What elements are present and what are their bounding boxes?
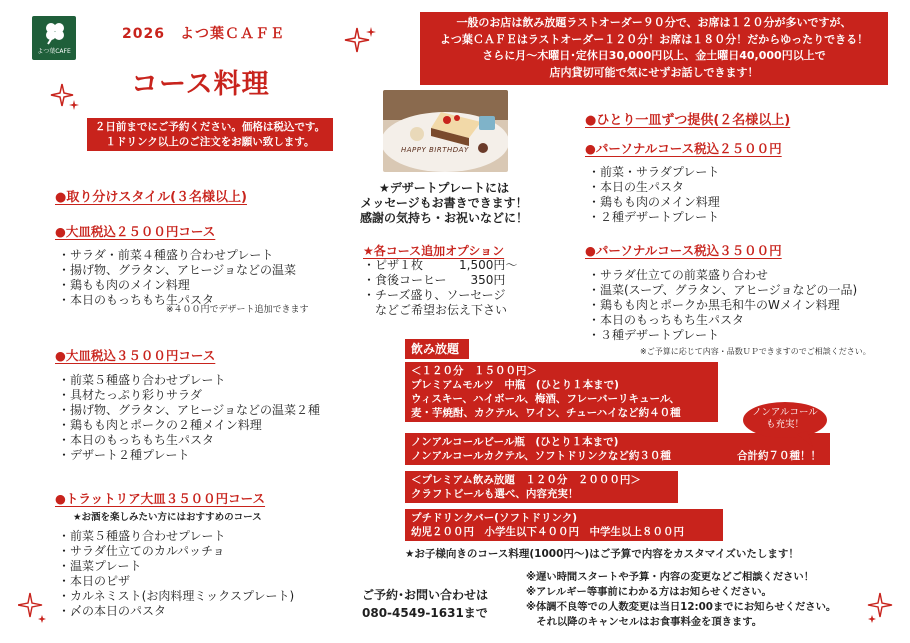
drinks-line: ノンアルコールカクテル、ソフトドリンクなど約３０種	[411, 450, 671, 462]
cake-plate-text: HAPPY BIRTHDAY	[401, 146, 469, 154]
clover-logo-icon	[32, 16, 76, 48]
drinks-line: ウィスキー、ハイボール、梅酒、フレーバーリキュール、	[411, 393, 680, 405]
list-item: ・鶏もも肉のメイン料理	[58, 278, 190, 292]
drinks-block-120min	[405, 362, 718, 422]
course-heading: ●大皿税込２５００円コース	[55, 224, 216, 239]
sparkle-icon	[866, 585, 896, 625]
drinks-line: ＜１２０分 １５００円＞	[411, 365, 537, 377]
list-item: ・本日のもっちもち生パスタ	[58, 433, 215, 447]
banner-line: さらに月〜木曜日･定休日30,000円以上、金土曜日40,000円以上で	[482, 49, 826, 62]
list-item: ・前菜５種盛り合わせプレート	[58, 529, 226, 543]
list-item: ・２種デザートプレート	[588, 210, 720, 224]
drinks-line: 麦・芋焼酎、カクテル、ワイン、チューハイなど約４０種	[411, 407, 681, 419]
list-item: ・カルネミスト(お肉料理ミックスプレート)	[58, 589, 295, 603]
list-item: ・サラダ仕立てのカルパッチョ	[58, 544, 225, 558]
drinks-block-premium	[405, 471, 678, 503]
list-item: ・前菜５種盛り合わせプレート	[58, 373, 226, 387]
bottom-notes	[526, 570, 836, 630]
drinks-line: ノンアルコールビール瓶 (ひとり１本まで)	[411, 436, 619, 448]
course-heading: ●パーソナルコース税込３５００円	[585, 243, 782, 258]
list-item: ・温菜(スープ、グラタン、アヒージョなどの一品)	[588, 283, 858, 297]
list-item: ・本日のピザ	[58, 574, 131, 588]
options-items	[363, 258, 517, 318]
list-item: ・鶏もも肉とポークの２種メイン料理	[58, 418, 262, 432]
drinks-line: プチドリンクバー(ソフトドリンク)	[411, 512, 578, 524]
banner-line: 一般のお店は飲み放題ラストオーダー９０分で、お席は１２０分が多いですが、	[456, 16, 852, 29]
list-item: ・デザート２種プレート	[58, 448, 190, 462]
drinks-title: 飲み放題	[405, 339, 469, 359]
options-title: ★各コース追加オプション	[363, 244, 505, 258]
list-item: ・〆の本日のパスタ	[58, 604, 167, 618]
course-subtitle: ★お酒を楽しみたい方にはおすすめのコース	[73, 512, 262, 523]
dessert-line: ★デザートプレートには	[379, 181, 509, 195]
budget-note: ※ご予算に応じて内容・品数ＵＰできますのでご相談ください。	[640, 347, 871, 356]
sparkle-icon	[343, 24, 377, 58]
reservation-line: ２日前までにご予約ください。価格は税込です。	[94, 121, 326, 133]
list-item: ・鶏もも肉とポークか黒毛和牛のWメイン料理	[588, 298, 840, 312]
dessert-plate-photo	[383, 90, 508, 172]
course-items	[58, 529, 294, 619]
list-item: ・鶏もも肉のメイン料理	[588, 195, 720, 209]
course-items	[588, 268, 857, 343]
list-item: ・本日の生パスタ	[588, 180, 685, 194]
list-item: ・食後コーヒー 350円	[363, 273, 506, 287]
list-item: ・本日のもっちもち生パスタ	[58, 293, 215, 307]
page-title: コース料理	[131, 69, 270, 100]
drinks-total: 合計約７０種！！	[737, 450, 821, 462]
contact-label: ご予約･お問い合わせは	[362, 588, 489, 602]
sparkle-icon	[48, 78, 82, 112]
sharing-style-title: ●取り分けスタイル(３名様以上)	[55, 190, 247, 205]
list-item: ・チーズ盛り、ソーセージ	[363, 288, 506, 302]
kids-course-note: ★お子様向きのコース料理(1000円〜)はご予算で内容をカスタマイズいたします！	[405, 548, 799, 560]
drinks-line: 幼児２００円 小学生以下４００円 中学生以上８００円	[411, 526, 684, 538]
dessert-line: 感謝の気持ち・お祝いなどに！	[359, 211, 528, 225]
list-item: ・揚げ物、グラタン、アヒージョなどの温菜	[58, 263, 296, 277]
list-item: ・本日のもっちもち生パスタ	[588, 313, 745, 327]
banner-line: よつ葉ＣＡＦＥはラストオーダー１２０分！お席は１８０分！だからゆったりできる！	[439, 32, 869, 46]
top-banner	[420, 12, 888, 85]
course-heading: ●トラットリア大皿３５００円コース	[55, 491, 266, 506]
dessert-note	[338, 181, 550, 226]
logo-text: よつ葉CAFE	[37, 48, 71, 55]
bottom-note: ※遅い時間スタートや予算・内容の変更などご相談ください！	[526, 571, 815, 583]
list-item: ・ピザ１枚 1,500円〜	[363, 258, 518, 272]
reservation-line: １ドリンク以上のご注文をお願い致します。	[105, 135, 315, 148]
course-items	[588, 165, 720, 225]
bubble-line: も充実！	[765, 419, 804, 430]
course-heading: ●大皿税込３５００円コース	[55, 348, 216, 363]
contact-phone: 080-4549-1631まで	[362, 606, 488, 620]
drinks-line: プレミアムモルツ 中瓶 (ひとり１本まで)	[411, 379, 619, 391]
list-item: ・サラダ仕立ての前菜盛り合わせ	[588, 268, 768, 282]
list-item: ・揚げ物、グラタン、アヒージョなどの温菜２種	[58, 403, 320, 417]
list-item: などご希望お伝え下さい	[363, 303, 508, 317]
list-item: ・サラダ・前菜４種盛り合わせプレート	[58, 248, 274, 262]
drinks-block-kids	[405, 509, 723, 541]
drinks-line: ＜プレミアム飲み放題 １２０分 ２０００円＞	[411, 474, 641, 486]
dessert-add-note: ※４００円でデザート追加できます	[166, 305, 309, 315]
cafe-logo	[32, 16, 76, 60]
bottom-note: ※体調不良等での人数変更は当日12:00までにお知らせください。	[526, 601, 837, 613]
header-year-cafe: 2026 よつ葉ＣＡＦＥ	[122, 26, 285, 42]
course-heading: ●パーソナルコース税込２５００円	[585, 141, 782, 156]
sparkle-icon	[18, 585, 48, 625]
speech-bubble-icon	[741, 401, 829, 441]
bottom-note: ※アレルギー等事前にわかる方はお知らせください。	[526, 586, 772, 598]
banner-line: 店内貸切可能で気にせずお話しできます！	[549, 65, 759, 79]
bubble-line: ノンアルコール	[752, 407, 818, 418]
reservation-note	[87, 118, 333, 151]
individual-style-title: ●ひとり一皿ずつ提供(２名様以上)	[585, 113, 791, 128]
list-item: ・前菜・サラダプレート	[588, 165, 720, 179]
course-items	[58, 248, 296, 308]
drinks-line: クラフトビールも選べ、内容充実！	[411, 488, 579, 500]
course-items	[58, 373, 320, 463]
list-item: ・３種デザートプレート	[588, 328, 720, 342]
bottom-note: それ以降のキャンセルはお食事料金を頂きます。	[526, 616, 763, 628]
dessert-line: メッセージもお書きできます！	[360, 196, 528, 210]
list-item: ・具材たっぷり彩りサラダ	[58, 388, 202, 402]
list-item: ・温菜プレート	[58, 559, 142, 573]
